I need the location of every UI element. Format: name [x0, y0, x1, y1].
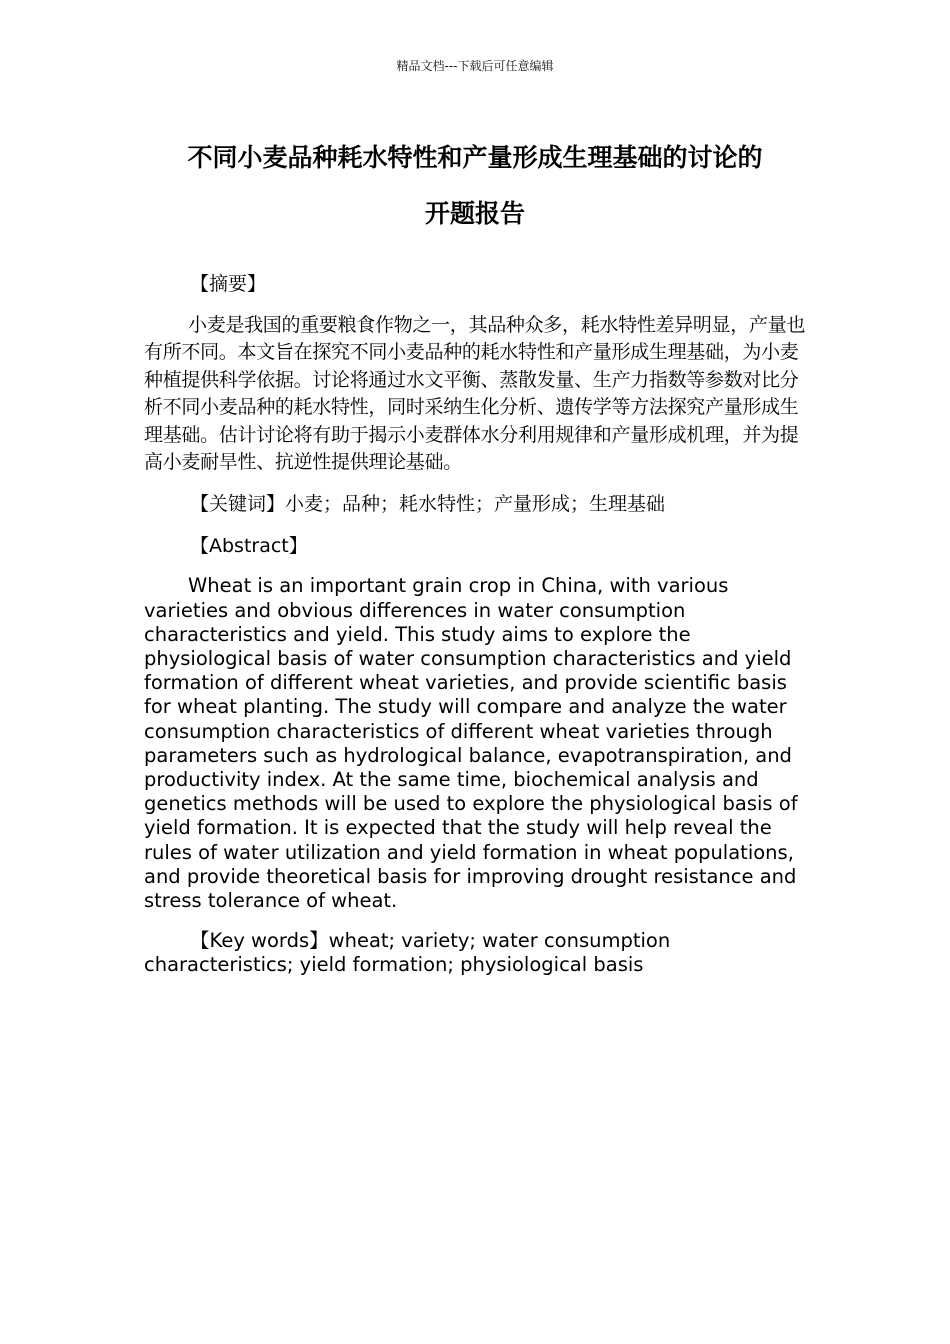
abstract-cn-body: 小麦是我国的重要粮食作物之一，其品种众多，耗水特性差异明显，产量也有所不同。本文旨在探究不同小麦品种的耗水特性和产量形成生理基础，为小麦种植提供科学依据。讨论将通过水文平衡、蒸散发量、生产力指数等参数对比分析不同小麦品种的耗水特性，同时采纳生化分析、遗传学等方法探究产量形成生理基础。估计讨论将有助于揭示小麦群体水分利用规律和产量形成机理，并为提高小麦耐旱性、抗逆性提供理论基础。 — [144, 314, 806, 474]
keywords-cn: 【关键词】小麦；品种；耗水特性；产量形成；生理基础 — [190, 493, 666, 516]
keywords-en: 【Key words】wheat; variety; water consumption characteristics; yield formation; physiological basis — [144, 929, 671, 977]
title-line-2: 开题报告 — [424, 199, 525, 228]
document-body — [144, 270, 806, 978]
page-header: 精品文档---下载后可任意编辑 — [396, 59, 554, 73]
abstract-cn-heading: 【摘要】 — [190, 273, 267, 295]
abstract-en-body: Wheat is an important grain crop in China, with various varieties and obvious differences in water consumption characteristics and yield. This study aims to explore the physiological basis of water consumption characteristics and yield formation of different wheat varieties, and provide scientific basis for wheat planting. The study will compare and analyze the water consumption characteristics of different wheat varieties through parameters such as hydrological balance, evapotranspiration, and productivity index. At the same time, biochemical analysis and genetics methods will be used to explore the physiological basis of yield formation. It is expected that the study will help reveal the rules of water utilization and yield formation in wheat populations, and provide theoretical basis for improving drought resistance and stress tolerance of wheat. — [144, 574, 798, 913]
document-title — [100, 130, 850, 242]
abstract-en-heading: 【Abstract】 — [190, 535, 308, 558]
title-line-1: 不同小麦品种耗水特性和产量形成生理基础的讨论的 — [187, 143, 763, 172]
